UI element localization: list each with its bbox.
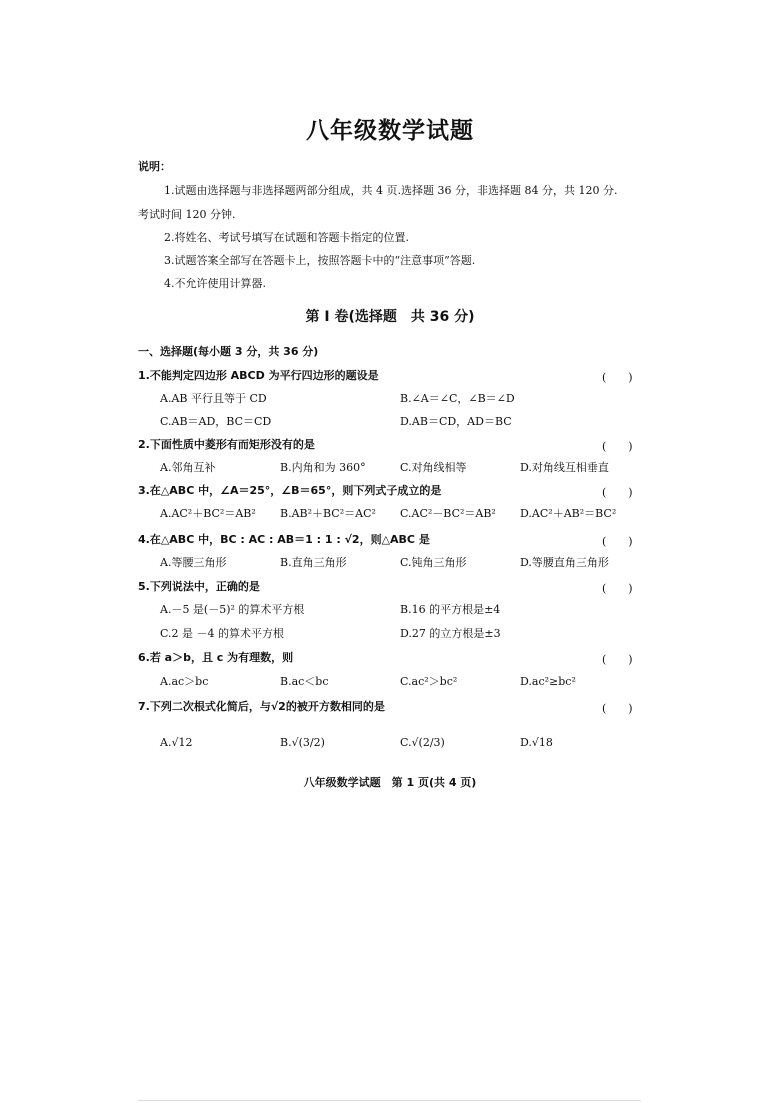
page-title: 八年级数学试题: [306, 118, 474, 144]
section-subtitle: 一、选择题(每小题 3 分，共 36 分): [138, 345, 319, 358]
instruction-3: 3.试题答案全部写在答题卡上，按照答题卡中的“注意事项”答题.: [164, 254, 476, 267]
question-7-option-b: B.√(3/2): [280, 736, 325, 749]
question-2-stem: 2.下面性质中菱形有而矩形没有的是: [138, 438, 315, 451]
instruction-4: 4.不允许使用计算器.: [164, 277, 266, 290]
question-1-option-d: D.AB＝CD，AD＝BC: [400, 415, 512, 428]
page-footer: 八年级数学试题 第 1 页(共 4 页): [303, 776, 477, 789]
question-6-option-d: D.ac²≥bc²: [520, 675, 576, 688]
answer-bracket: ( ): [602, 582, 633, 595]
answer-bracket: ( ): [602, 702, 633, 715]
answer-bracket: ( ): [602, 486, 633, 499]
question-1-stem: 1.不能判定四边形 ABCD 为平行四边形的题设是: [138, 369, 379, 382]
question-1-option-b: B.∠A＝∠C，∠B＝∠D: [400, 392, 515, 405]
instruction-1-cont: 考试时间 120 分钟.: [138, 208, 236, 221]
question-6-option-c: C.ac²＞bc²: [400, 675, 458, 688]
question-7-option-a: A.√12: [160, 736, 193, 749]
question-4-option-a: A.等腰三角形: [160, 556, 227, 569]
instruction-1: 1.试题由选择题与非选择题两部分组成，共 4 页.选择题 36 分，非选择题 84 分，共 120 分.: [164, 184, 618, 197]
instructions-label: 说明：: [138, 160, 171, 173]
answer-bracket: ( ): [602, 371, 633, 384]
question-3-option-a: A.AC²＋BC²＝AB²: [160, 507, 256, 520]
question-4-stem: 4.在△ABC 中，BC : AC : AB＝1 : 1 : √2，则△ABC 是: [138, 533, 430, 546]
question-2-option-a: A.邻角互补: [160, 461, 216, 474]
question-3-option-d: D.AC²＋AB²＝BC²: [520, 507, 617, 520]
question-2-option-b: B.内角和为 360°: [280, 461, 366, 474]
question-4-option-d: D.等腰直角三角形: [520, 556, 609, 569]
question-1-option-c: C.AB＝AD，BC＝CD: [160, 415, 272, 428]
question-5-option-c: C.2 是 －4 的算术平方根: [160, 627, 285, 640]
question-7-stem: 7.下列二次根式化简后，与√2的被开方数相同的是: [138, 700, 385, 713]
question-7-option-c: C.√(2/3): [400, 736, 445, 749]
instruction-2: 2.将姓名、考试号填写在试题和答题卡指定的位置.: [164, 231, 409, 244]
answer-bracket: ( ): [602, 535, 633, 548]
answer-bracket: ( ): [602, 440, 633, 453]
question-5-option-b: B.16 的平方根是±4: [400, 603, 501, 616]
question-6-option-a: A.ac＞bc: [160, 675, 209, 688]
question-3-stem: 3.在△ABC 中，∠A＝25°，∠B＝65°，则下列式子成立的是: [138, 484, 442, 497]
question-6-stem: 6.若 a＞b，且 c 为有理数，则: [138, 651, 294, 664]
bottom-border-line: [138, 1100, 641, 1101]
question-4-option-b: B.直角三角形: [280, 556, 347, 569]
question-5-option-a: A.－5 是(－5)² 的算术平方根: [160, 603, 305, 616]
question-5-option-d: D.27 的立方根是±3: [400, 627, 501, 640]
question-2-option-d: D.对角线互相垂直: [520, 461, 609, 474]
question-7-option-d: D.√18: [520, 736, 553, 749]
question-2-option-c: C.对角线相等: [400, 461, 467, 474]
section-title: 第 Ⅰ 卷(选择题 共 36 分): [305, 309, 475, 325]
question-1-option-a: A.AB 平行且等于 CD: [160, 392, 267, 405]
question-6-option-b: B.ac＜bc: [280, 675, 329, 688]
question-5-stem: 5.下列说法中，正确的是: [138, 580, 260, 593]
question-4-option-c: C.钝角三角形: [400, 556, 467, 569]
answer-bracket: ( ): [602, 653, 633, 666]
question-3-option-c: C.AC²－BC²＝AB²: [400, 507, 496, 520]
question-3-option-b: B.AB²＋BC²＝AC²: [280, 507, 376, 520]
